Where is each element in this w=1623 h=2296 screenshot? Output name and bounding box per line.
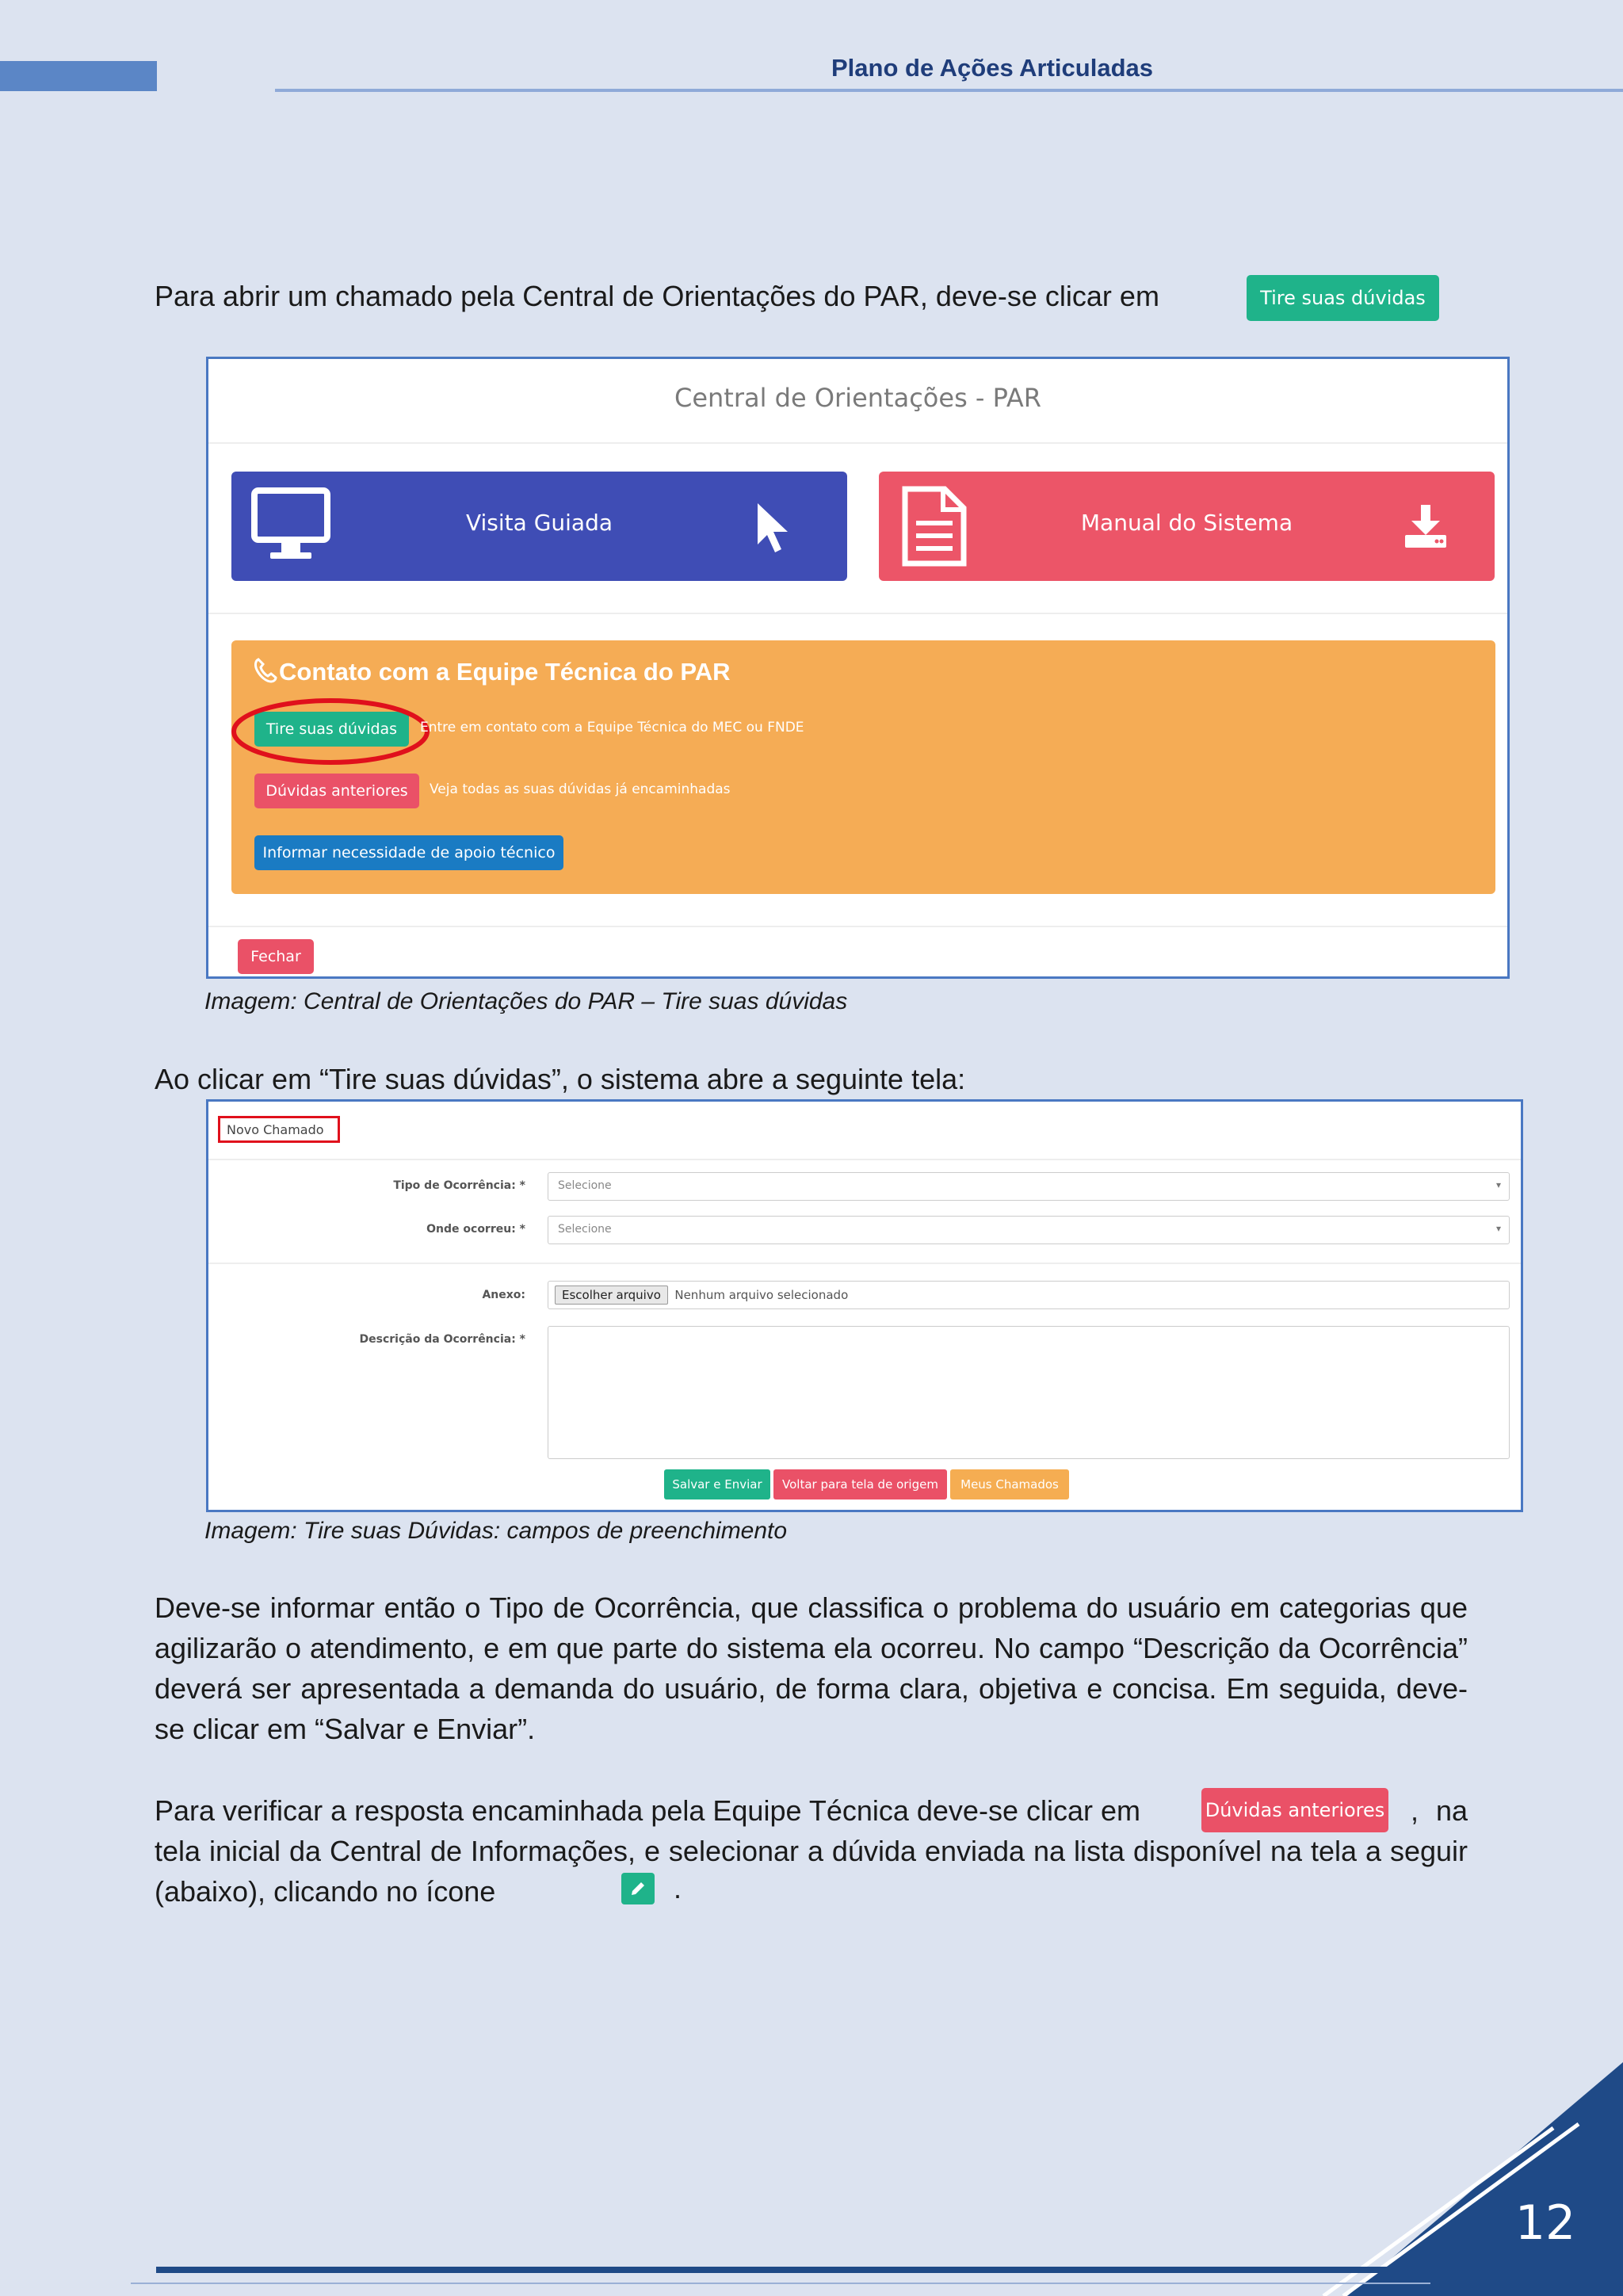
divider <box>208 1159 1521 1160</box>
anexo-file-input[interactable] <box>548 1281 1510 1309</box>
inline-tire-duvidas-button[interactable]: Tire suas dúvidas <box>1247 275 1439 321</box>
divider <box>208 613 1507 614</box>
divider <box>208 442 1507 444</box>
paragraph-4-before: Para verificar a resposta encaminhada pela Equipe Técnica deve-se clicar em <box>155 1794 1140 1827</box>
footer-rule <box>156 2267 1424 2273</box>
caption-1: Imagem: Central de Orientações do PAR – Tire suas dúvidas <box>204 988 848 1014</box>
tipo-ocorrencia-select[interactable] <box>548 1172 1510 1201</box>
tire-duvidas-desc: Entre em contato com a Equipe Técnica do MEC ou FNDE <box>420 720 804 735</box>
novo-chamado-screenshot <box>206 1099 1523 1512</box>
tire-suas-duvidas-button[interactable]: Tire suas dúvidas <box>254 712 409 747</box>
panel-title: Contato com a Equipe Técnica do PAR <box>279 658 731 686</box>
file-status: Nenhum arquivo selecionado <box>674 1288 849 1302</box>
corner-decoration <box>1300 2053 1623 2296</box>
tipo-ocorrencia-value: Selecione <box>558 1179 612 1192</box>
paragraph-2: Ao clicar em “Tire suas dúvidas”, o sistema abre a seguinte tela: <box>155 1063 966 1095</box>
duvidas-anteriores-button[interactable]: Dúvidas anteriores <box>254 774 419 808</box>
manual-sistema-card[interactable] <box>879 472 1495 581</box>
footer-thin-rule <box>131 2283 1430 2284</box>
pencil-glyph <box>621 1873 655 1904</box>
chevron-down-icon: ▾ <box>1495 1223 1501 1234</box>
novo-chamado-title: Novo Chamado <box>218 1116 340 1143</box>
chevron-down-icon: ▾ <box>1495 1179 1501 1190</box>
salvar-enviar-button[interactable]: Salvar e Enviar <box>664 1469 770 1499</box>
fechar-button[interactable]: Fechar <box>238 939 314 974</box>
cursor-icon <box>754 502 794 554</box>
paragraph-4-after-text: , na tela inicial da Central de Informações, e selecionar a dúvida enviada na lista disponível na tela a seguir (abaixo), clicando no ícone <box>155 1794 1468 1908</box>
onde-ocorreu-value: Selecione <box>558 1223 612 1236</box>
descricao-textarea[interactable] <box>548 1326 1510 1459</box>
onde-ocorreu-select[interactable] <box>548 1216 1510 1244</box>
header-rule <box>275 89 1623 92</box>
manual-sistema-label: Manual do Sistema <box>1080 510 1293 536</box>
central-orientacoes-screenshot <box>206 357 1510 979</box>
paragraph-4-end: . <box>674 1872 682 1904</box>
escolher-arquivo-button[interactable]: Escolher arquivo <box>555 1286 668 1305</box>
page-number: 12 <box>1514 2195 1576 2251</box>
tipo-ocorrencia-label: Tipo de Ocorrência: * <box>393 1179 525 1192</box>
paragraph-3: Deve-se informar então o Tipo de Ocorrência, que classifica o problema do usuário em categorias que agilizarão o atendimento, e em que parte do sistema ela ocorreu. No campo “Descrição da Ocorrência” deverá ser apresentada a demanda do usuário, de forma clara, objetiva e concisa. Em seguida, deve-se clicar em “Salvar e Enviar”. <box>155 1591 1468 1745</box>
inline-duvidas-anteriores-button[interactable]: Dúvidas anteriores <box>1201 1788 1388 1832</box>
highlight-ellipse <box>230 697 432 766</box>
onde-ocorreu-label: Onde ocorreu: * <box>426 1223 525 1236</box>
header-title: Plano de Ações Articuladas <box>831 54 1153 82</box>
paragraph-4-after <box>155 1790 1468 1912</box>
duvidas-anteriores-desc: Veja todas as suas dúvidas já encaminhadas <box>430 781 731 797</box>
divider <box>208 1263 1521 1264</box>
apoio-tecnico-button[interactable]: Informar necessidade de apoio técnico <box>254 835 563 870</box>
anexo-label: Anexo: <box>482 1289 525 1301</box>
voltar-button[interactable]: Voltar para tela de origem <box>773 1469 947 1499</box>
contato-equipe-panel <box>231 640 1495 894</box>
descricao-label: Descrição da Ocorrência: * <box>359 1333 525 1346</box>
phone-icon <box>254 658 277 683</box>
download-icon <box>1402 503 1449 549</box>
caption-2: Imagem: Tire suas Dúvidas: campos de preenchimento <box>204 1518 788 1544</box>
divider <box>208 926 1507 927</box>
visita-guiada-label: Visita Guiada <box>465 510 613 536</box>
visita-guiada-card[interactable] <box>231 472 847 581</box>
edit-icon[interactable] <box>621 1873 655 1904</box>
modal-title: Central de Orientações - PAR <box>674 383 1041 413</box>
paragraph-1: Para abrir um chamado pela Central de Orientações do PAR, deve-se clicar em <box>155 280 1159 312</box>
meus-chamados-button[interactable]: Meus Chamados <box>950 1469 1069 1499</box>
